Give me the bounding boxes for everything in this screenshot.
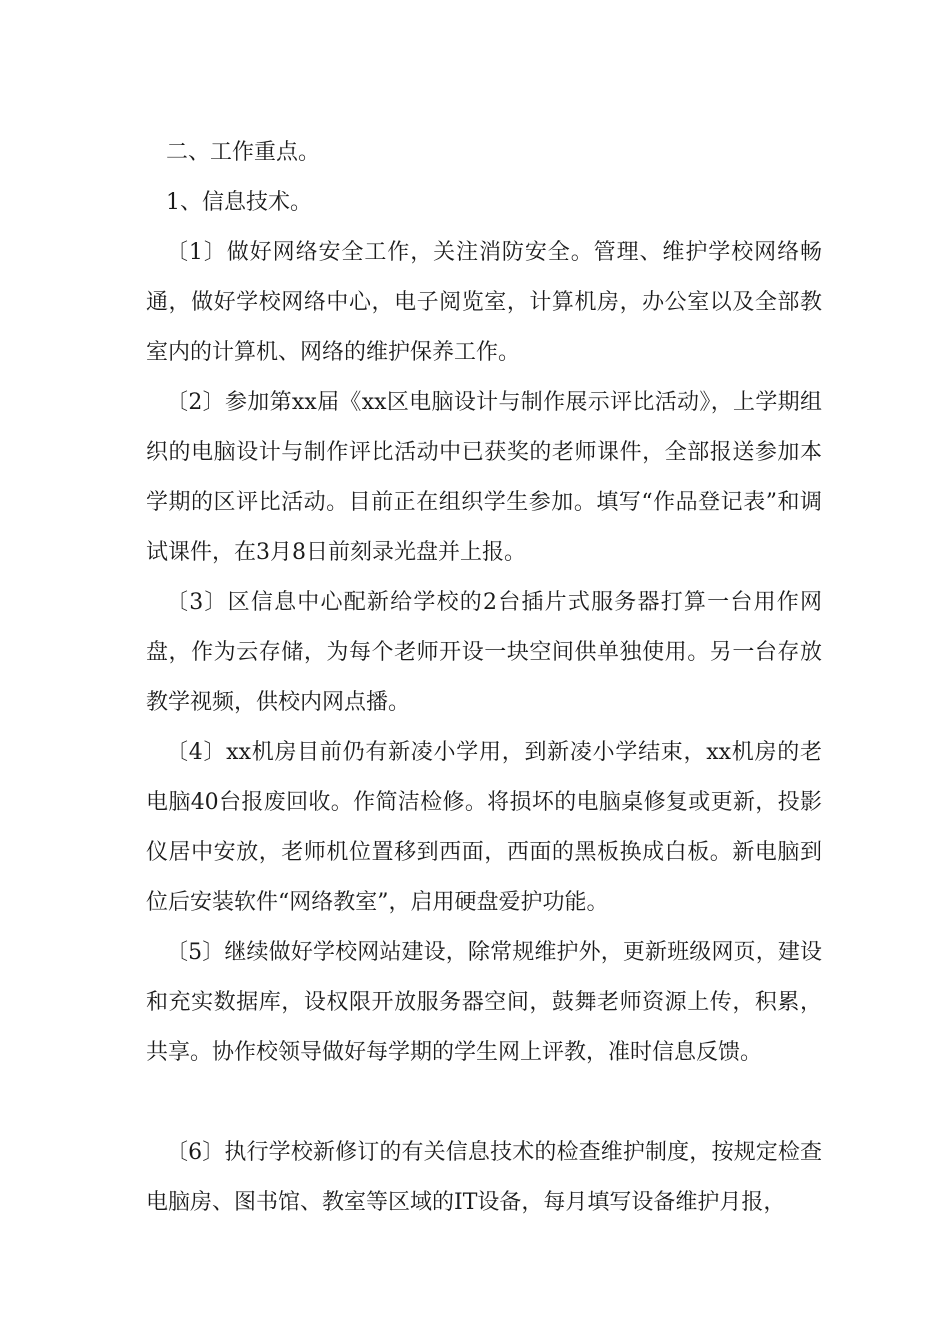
paragraph-spacer <box>146 1078 822 1128</box>
paragraph-6: 〔6〕执行学校新修订的有关信息技术的检查维护制度，按规定检查电脑房、图书馆、教室等区域的IT设备，每月填写设备维护月报， <box>146 1140 822 1215</box>
section-heading: 二、工作重点。 <box>166 140 321 165</box>
paragraph-2: 〔2〕参加第xx届《xx区电脑设计与制作展示评比活动》，上学期组织的电脑设计与制作评比活动中已获奖的老师课件，全部报送参加本学期的区评比活动。目前正在组织学生参加。填写“作品登记表”和调试课件，在3月8日前刻录光盘并上报。 <box>146 390 822 565</box>
paragraph-3: 〔3〕区信息中心配新给学校的2台插片式服务器打算一台用作网盘，作为云存储，为每个老师开设一块空间供单独使用。另一台存放教学视频，供校内网点播。 <box>146 590 822 715</box>
subsection-heading: 1、信息技术。 <box>166 190 312 215</box>
document-body <box>146 128 822 1228</box>
paragraph-4: 〔4〕xx机房目前仍有新凌小学用，到新凌小学结束，xx机房的老电脑40台报废回收。作简洁检修。将损坏的电脑桌修复或更新，投影仪居中安放，老师机位置移到西面，西面的黑板换成白板。新电脑到位后安装软件“网络教室”，启用硬盘爱护功能。 <box>146 740 822 915</box>
paragraph-5: 〔5〕继续做好学校网站建设，除常规维护外，更新班级网页，建设和充实数据库，设权限开放服务器空间，鼓舞老师资源上传，积累，共享。协作校领导做好每学期的学生网上评教，准时信息反馈。 <box>146 940 822 1065</box>
paragraph-1: 〔1〕做好网络安全工作，关注消防安全。管理、维护学校网络畅通，做好学校网络中心，电子阅览室，计算机房，办公室以及全部教室内的计算机、网络的维护保养工作。 <box>146 240 822 365</box>
